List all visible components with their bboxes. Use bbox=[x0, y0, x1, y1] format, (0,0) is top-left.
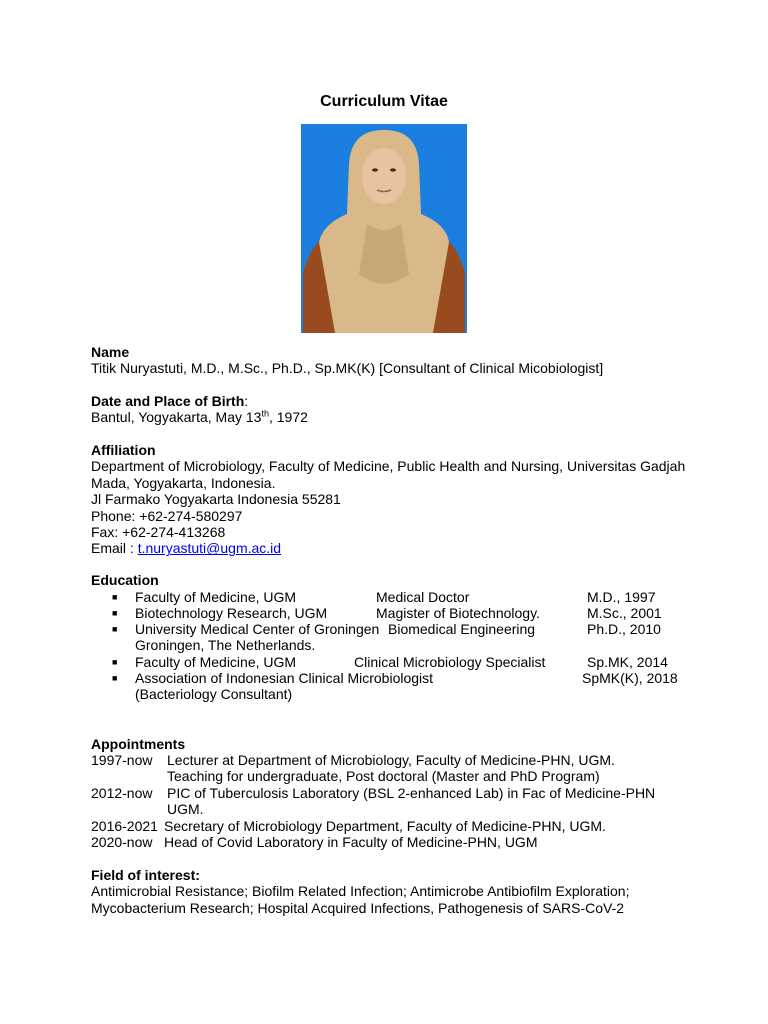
appointment-cont: Teaching for undergraduate, Post doctoral (Master and PhD Program) bbox=[167, 768, 600, 784]
appointment-year: 1997-now bbox=[91, 752, 153, 768]
bullet-icon: ■ bbox=[112, 608, 118, 618]
birth-heading: Date and Place of Birth bbox=[91, 393, 245, 409]
birth-year: , 1972 bbox=[268, 409, 308, 426]
birth-day-suffix: th bbox=[261, 408, 269, 419]
education-field: Biomedical Engineering bbox=[388, 621, 536, 637]
name-value: Titik Nuryastuti, M.D., M.Sc., Ph.D., Sp.MK(K) [Consultant of Clinical Micobiologist] bbox=[91, 360, 604, 377]
appointment-text: PIC of Tuberculosis Laboratory (BSL 2-enhanced Lab) in Fac of Medicine-PHN bbox=[167, 785, 656, 801]
appointment-item bbox=[91, 834, 537, 850]
appointments-heading bbox=[91, 736, 185, 752]
interest-heading: Field of interest: bbox=[91, 867, 200, 883]
appointment-cont: UGM. bbox=[167, 801, 204, 817]
right-eye bbox=[390, 168, 396, 171]
education-institution: Association of Indonesian Clinical Microbiologist bbox=[135, 670, 434, 686]
affiliation-line: Department of Microbiology, Faculty of Medicine, Public Health and Nursing, Universitas Gadjah bbox=[91, 458, 686, 475]
education-institution-cont: Groningen, The Netherlands. bbox=[135, 637, 316, 653]
affiliation-line: Mada, Yogyakarta, Indonesia. bbox=[91, 474, 276, 491]
appointment-text: Secretary of Microbiology Department, Faculty of Medicine-PHN, UGM. bbox=[164, 818, 606, 834]
appointment-text: Head of Covid Laboratory in Faculty of Medicine-PHN, UGM bbox=[164, 834, 538, 850]
education-degree: Ph.D., 2010 bbox=[587, 621, 661, 637]
phone-line: Phone: +62-274-580297 bbox=[91, 507, 243, 524]
appointment-year: 2016-2021 bbox=[91, 818, 158, 834]
appointment-item bbox=[91, 752, 615, 768]
interest-line: Antimicrobial Resistance; Biofilm Related Infection; Antimicrobe Antibiofilm Exploration; bbox=[91, 883, 630, 900]
birth-section bbox=[91, 393, 308, 426]
bullet-icon: ■ bbox=[112, 657, 118, 667]
education-institution: University Medical Center of Groningen bbox=[135, 621, 380, 637]
birth-heading-colon: : bbox=[244, 393, 249, 409]
affiliation-section bbox=[91, 442, 685, 557]
name-heading: Name bbox=[91, 344, 130, 360]
bullet-icon: ■ bbox=[112, 673, 118, 683]
email-link[interactable]: t.nuryastuti@ugm.ac.id bbox=[137, 540, 282, 557]
name-section bbox=[91, 344, 603, 377]
birth-value bbox=[91, 409, 308, 425]
birth-place-day: Bantul, Yogyakarta, May 13 bbox=[91, 409, 262, 426]
page-title: Curriculum Vitae bbox=[320, 93, 448, 110]
left-eye bbox=[372, 168, 378, 171]
education-institution-cont: (Bacteriology Consultant) bbox=[135, 686, 293, 702]
appointment-year: 2020-now bbox=[91, 834, 153, 850]
interest-line: Mycobacterium Research; Hospital Acquired Infections, Pathogenesis of SARS-CoV-2 bbox=[91, 899, 625, 916]
education-degree: M.D., 1997 bbox=[587, 589, 656, 605]
education-degree: M.Sc., 2001 bbox=[587, 605, 662, 621]
portrait-illustration bbox=[301, 124, 467, 333]
education-heading bbox=[91, 572, 159, 588]
fax-line: Fax: +62-274-413268 bbox=[91, 524, 226, 541]
appointment-item bbox=[91, 818, 606, 834]
address-line: Jl Farmako Yogyakarta Indonesia 55281 bbox=[91, 491, 341, 508]
interest-section bbox=[91, 867, 629, 916]
education-field: Clinical Microbiology Specialist bbox=[354, 654, 546, 670]
affiliation-heading: Affiliation bbox=[91, 442, 156, 458]
education-degree: SpMK(K), 2018 bbox=[582, 670, 678, 686]
face-shape bbox=[362, 148, 406, 204]
appointments-heading-text: Appointments bbox=[91, 736, 186, 752]
education-heading-text: Education bbox=[91, 572, 159, 588]
education-degree: Sp.MK, 2014 bbox=[587, 654, 668, 670]
appointment-year: 2012-now bbox=[91, 785, 153, 801]
scarf-fold bbox=[359, 224, 409, 284]
email-label: Email : bbox=[91, 540, 138, 557]
bullet-icon: ■ bbox=[112, 592, 118, 602]
appointment-item bbox=[91, 785, 655, 801]
profile-photo bbox=[301, 124, 467, 333]
email-line bbox=[91, 540, 685, 556]
bullet-icon: ■ bbox=[112, 624, 118, 634]
appointment-text: Lecturer at Department of Microbiology, Faculty of Medicine-PHN, UGM. bbox=[167, 752, 615, 768]
education-institution: Faculty of Medicine, UGM bbox=[135, 589, 297, 605]
education-institution: Faculty of Medicine, UGM bbox=[135, 654, 297, 670]
education-institution: Biotechnology Research, UGM bbox=[135, 605, 328, 621]
education-field: Medical Doctor bbox=[376, 589, 470, 605]
education-field: Magister of Biotechnology. bbox=[376, 605, 540, 621]
